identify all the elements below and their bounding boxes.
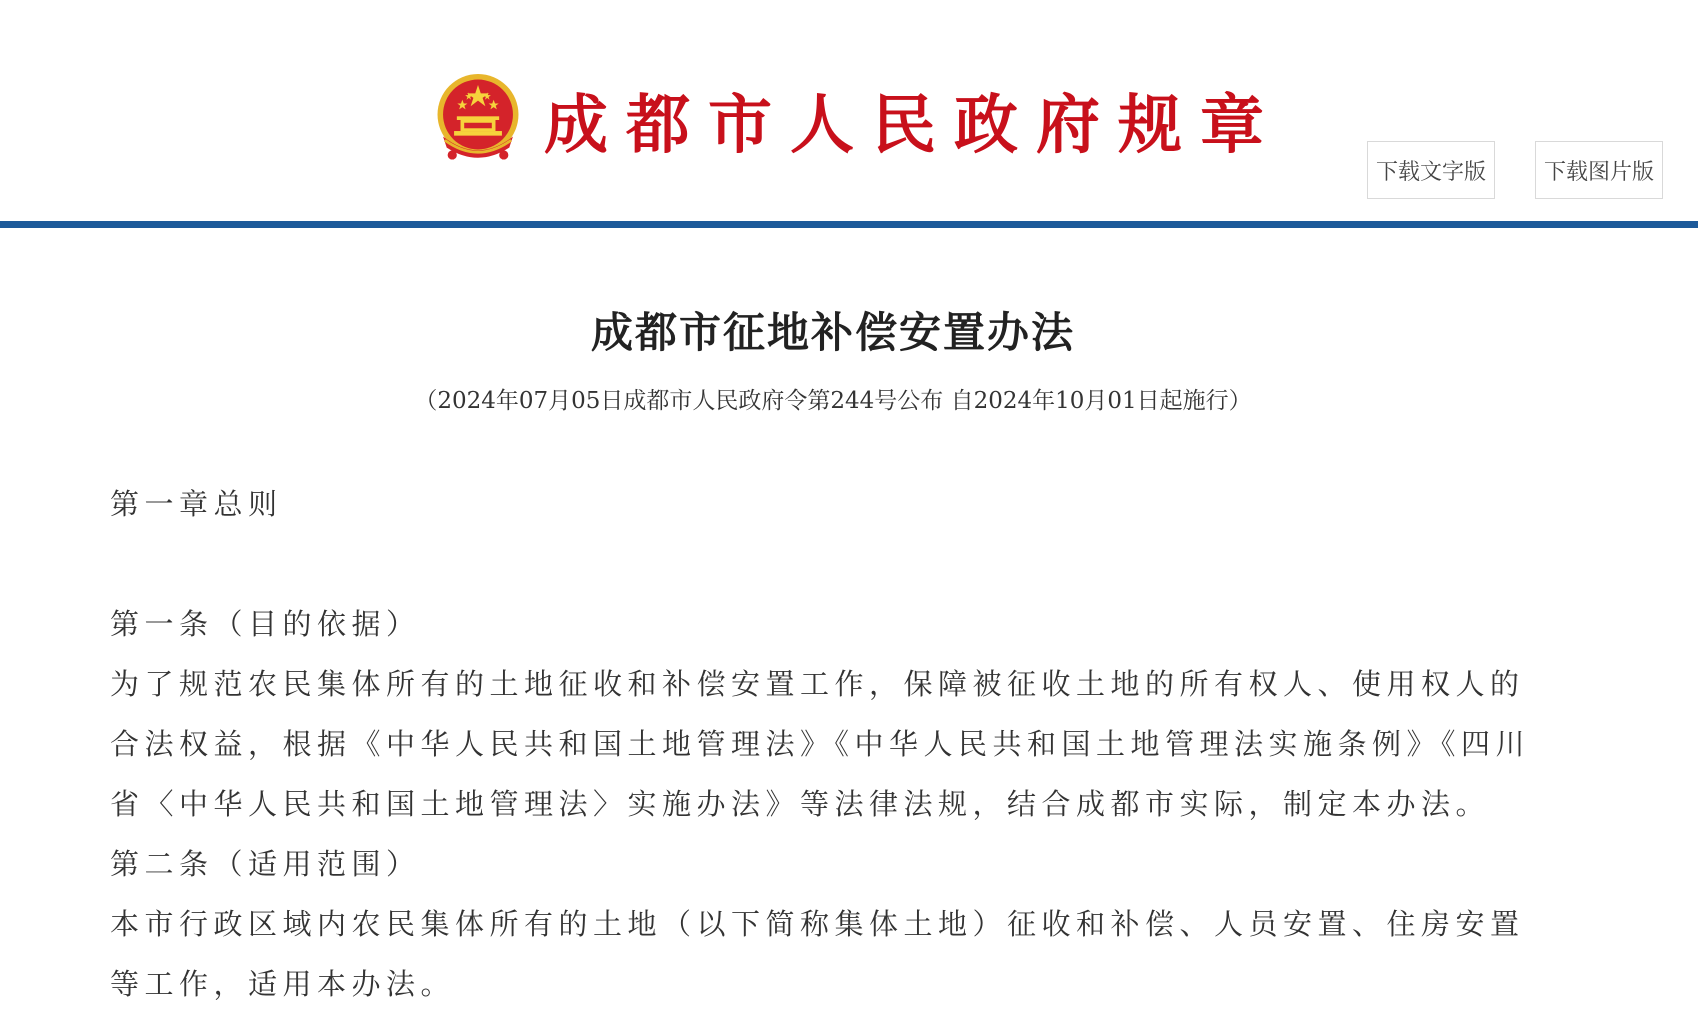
article-text: 为了规范农民集体所有的土地征收和补偿安置工作，保障被征收土地的所有权人、使用权人的合法权益，根据《中华人民共和国土地管理法》《中华人民共和国土地管理法实施条例》《四川省〈中华人民共和国土地管理法〉实施办法》等法律法规，结合成都市实际，制定本办法。 bbox=[110, 667, 1531, 821]
download-text-version-button[interactable]: 下载文字版 bbox=[1367, 141, 1495, 199]
article-heading: 第二条（适用范围） bbox=[110, 847, 421, 881]
site-brand[interactable] bbox=[432, 70, 1282, 170]
national-emblem-icon bbox=[432, 72, 524, 168]
header-divider bbox=[0, 221, 1698, 228]
document-title: 成都市征地补偿安置办法 bbox=[590, 308, 1075, 357]
site-title: 成都市人民政府规章 bbox=[544, 89, 1282, 163]
article-heading: 第一条（目的依据） bbox=[110, 607, 421, 641]
download-image-version-button[interactable]: 下载图片版 bbox=[1535, 141, 1663, 199]
article-text: 本市行政区域内农民集体所有的土地（以下简称集体土地）征收和补偿、人员安置、住房安置等工作，适用本办法。 bbox=[110, 907, 1525, 1001]
chapter-heading: 第一章总则 bbox=[110, 487, 283, 521]
article-paragraph bbox=[110, 654, 1530, 834]
site-header bbox=[0, 0, 1702, 230]
article-paragraph bbox=[110, 894, 1530, 1014]
document-subtitle: （2024年07月05日成都市人民政府令第244号公布 自2024年10月01日起施行） bbox=[414, 388, 1252, 414]
